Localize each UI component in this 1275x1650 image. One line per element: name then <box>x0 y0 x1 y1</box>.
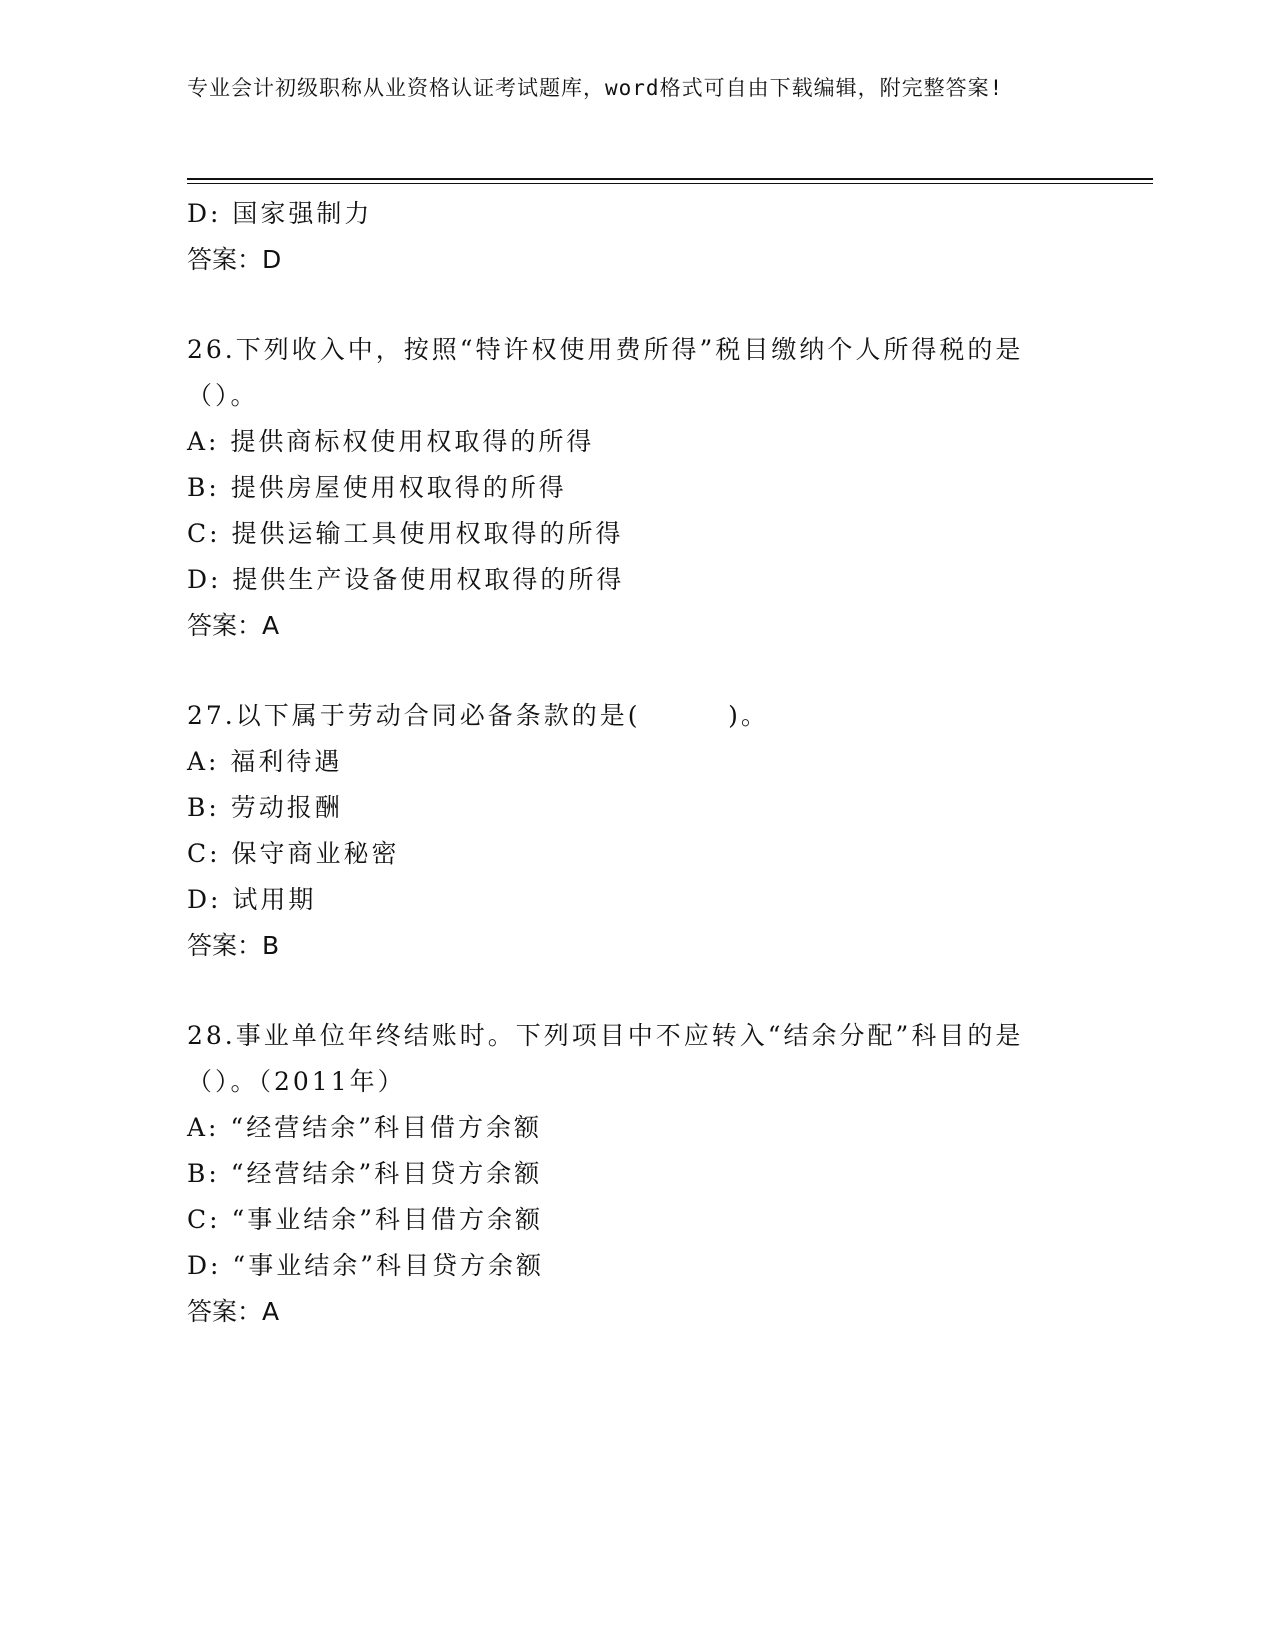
document-header: 专业会计初级职称从业资格认证考试题库，word格式可自由下载编辑，附完整答案! <box>187 76 1004 100</box>
question-stem-line2: （）。（2011年） <box>187 1067 406 1096</box>
option-a: A: “经营结余”科目借方余额 <box>187 1113 542 1142</box>
option-c: C: 保守商业秘密 <box>187 839 400 868</box>
option-a: A: 提供商标权使用权取得的所得 <box>187 427 595 456</box>
question-content <box>187 191 1087 1335</box>
question-stem-line1: 28.事业单位年终结账时。下列项目中不应转入“结余分配”科目的是 <box>187 1021 1024 1050</box>
question-26 <box>187 327 1087 649</box>
option-b: B: 劳动报酬 <box>187 793 343 822</box>
option-d: D: “事业结余”科目贷方余额 <box>187 1251 544 1280</box>
option-a: A: 福利待遇 <box>187 747 343 776</box>
option-d: D: 试用期 <box>187 885 317 914</box>
answer-line: 答案：B <box>187 931 280 960</box>
answer-line: 答案：A <box>187 611 280 640</box>
option-b: B: 提供房屋使用权取得的所得 <box>187 473 567 502</box>
question-stem-line2: （）。 <box>187 381 259 410</box>
header-divider-thick <box>187 178 1153 180</box>
header-divider-thin <box>187 183 1153 184</box>
question-27 <box>187 693 1087 969</box>
answer-line: 答案：D <box>187 245 282 274</box>
prev-question-tail <box>187 191 1087 283</box>
answer-line: 答案：A <box>187 1297 280 1326</box>
question-stem-line1: 27.以下属于劳动合同必备条款的是( )。 <box>187 701 769 730</box>
question-28 <box>187 1013 1087 1335</box>
option-c: C: “事业结余”科目借方余额 <box>187 1205 544 1234</box>
question-stem-line1: 26.下列收入中，按照“特许权使用费所得”税目缴纳个人所得税的是 <box>187 335 1024 364</box>
option-b: B: “经营结余”科目贷方余额 <box>187 1159 543 1188</box>
option-d: D: 提供生产设备使用权取得的所得 <box>187 565 625 594</box>
option-d: D: 国家强制力 <box>187 199 373 228</box>
option-c: C: 提供运输工具使用权取得的所得 <box>187 519 624 548</box>
